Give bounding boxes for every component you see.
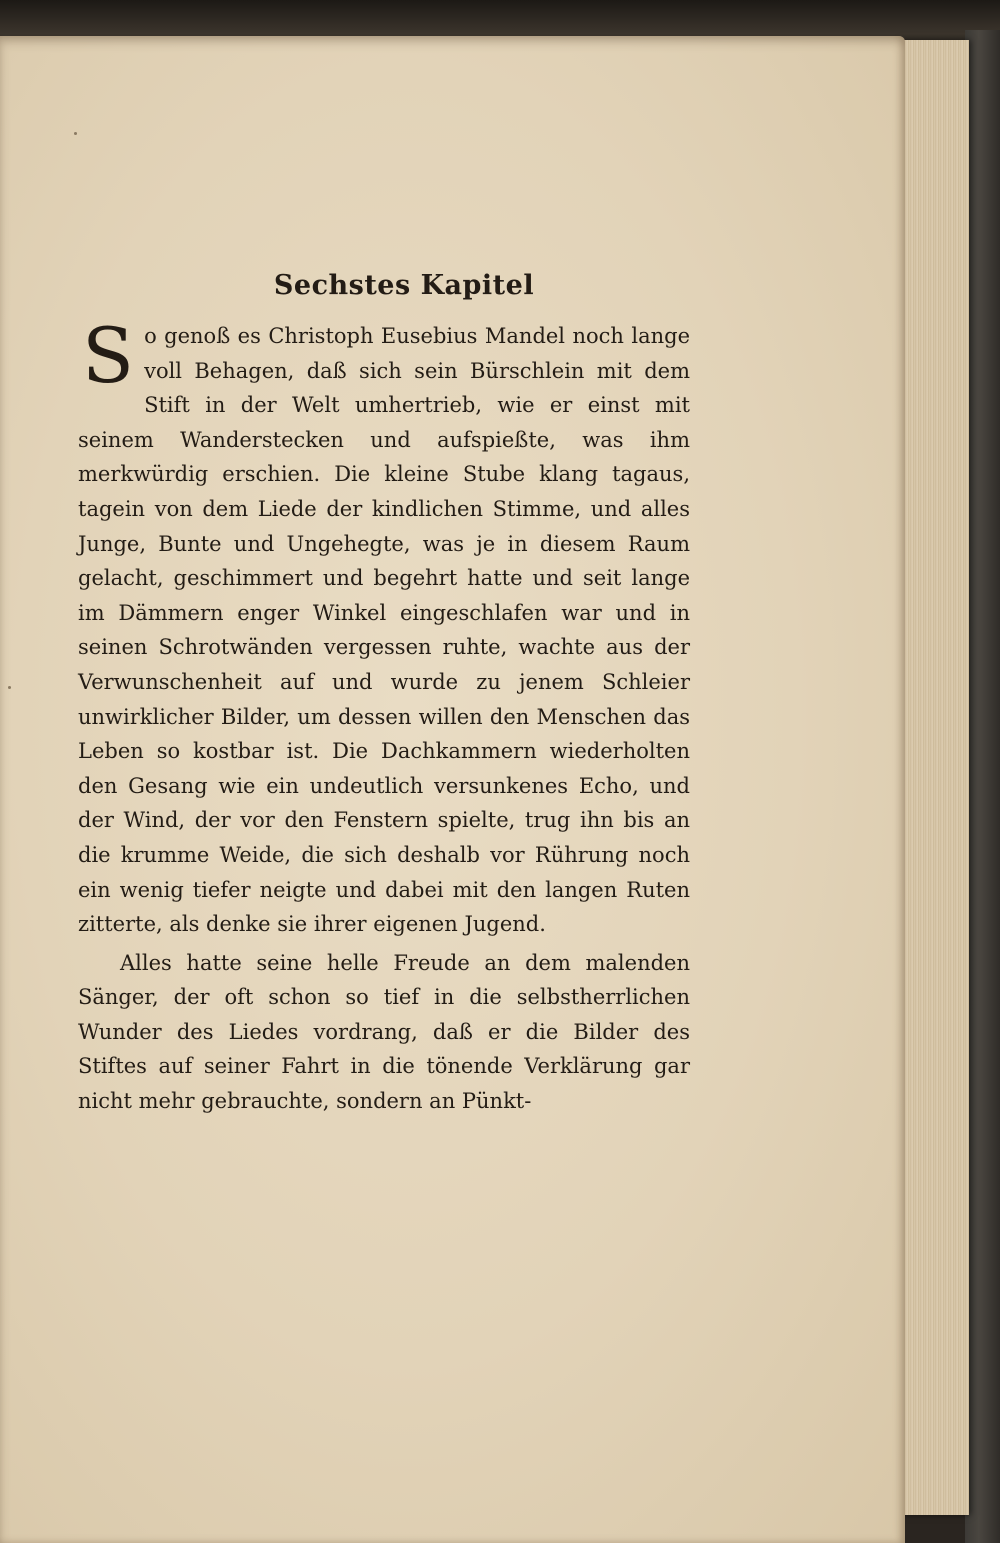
chapter-title: Sechstes Kapitel — [273, 270, 535, 301]
paragraph-text: o genoß es Christoph Eusebius Mandel noch lange voll Behagen, daß sich sein Bürschlein mit dem Stift in der Welt umhertrieb, wie er einst mit seinem Wanderstecken und aufspießte, was ihm merkwürdig erschien. Die kleine Stube klang tagaus, tagein von dem Liede der kindlichen Stimme, und alles Junge, Bunte und Ungehegte, was je in diesem Raum gelacht, geschimmert und begehrt hatte und seit lange im Dämmern enger Winkel eingeschlafen war und in seinen Schrotwänden vergessen ruhte, wachte aus der Verwunschenheit auf und wurde zu jenem Schleier unwirklicher Bilder, um dessen willen den Menschen das Leben so kostbar ist. Die Dachkammern wiederholten den Gesang wie ein undeutlich versunkenes Echo, und der Wind, der vor den Fenstern spielte, trug ihn bis an die krumme Weide, die sich deshalb vor Rührung noch ein wenig tiefer neigte und dabei mit den langen Ruten zitterte, als denke sie ihrer eigenen Jugend. — [78, 324, 690, 937]
page-edges — [898, 40, 969, 1515]
paragraph: Alles hatte seine helle Freude an dem malenden Sänger, der oft schon so tief in die selbstherrlichen Wunder des Liedes vordrang, daß er die Bilder des Stiftes auf seiner Fahrt in die tönende Verklärung gar nicht mehr gebrauchte, sondern an Pünkt- — [78, 950, 690, 1114]
paper-speck — [8, 686, 11, 689]
book-cover-edge — [965, 30, 1000, 1543]
drop-cap: S — [82, 311, 135, 400]
paper-speck — [74, 132, 77, 135]
page-text — [78, 270, 690, 1119]
paragraph — [78, 311, 690, 942]
